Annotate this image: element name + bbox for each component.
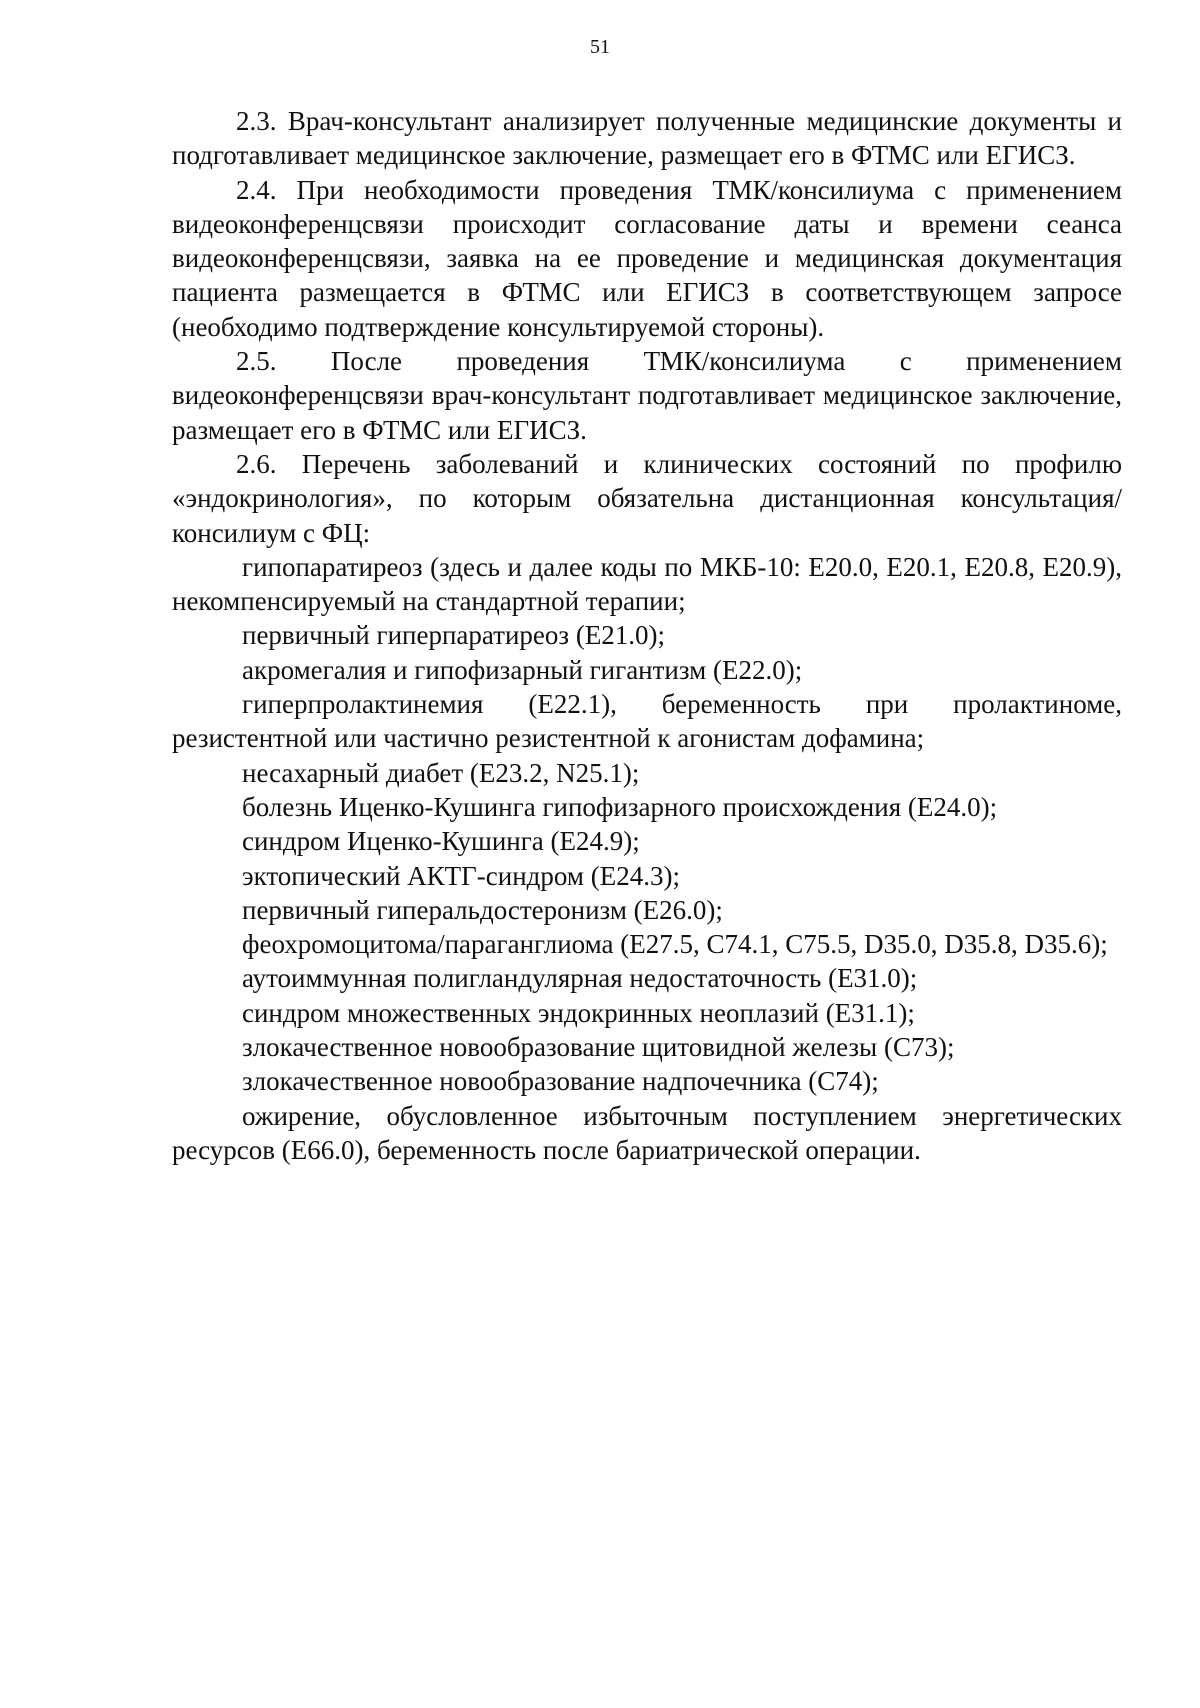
list-item: эктопический АКТГ-синдром (Е24.3); xyxy=(242,860,680,891)
paragraph-2-4: 2.4. При необходимости проведения ТМК/консилиума с применением видеоконференцсвязи происходит согласование даты и времени сеанса видеоконференцсвязи, заявка на ее проведение и медицинская документация пациента размещается в ФТМС или ЕГИСЗ в соответствующем запросе (необходимо подтверждение консультируемой стороны). xyxy=(172,174,1122,342)
list-item: гипопаратиреоз (здесь и далее коды по МКБ-10: Е20.0, Е20.1, Е20.8, Е20.9), некомпенсируемый на стандартной терапии; xyxy=(172,551,1122,617)
document-body xyxy=(172,104,1122,1167)
list-item: злокачественное новообразование надпочечника (С74); xyxy=(242,1066,879,1097)
paragraph-2-3: 2.3. Врач-консультант анализирует полученные медицинские документы и подготавливает медицинское заключение, размещает его в ФТМС или ЕГИСЗ. xyxy=(172,106,1122,171)
list-item: синдром Иценко-Кушинга (Е24.9); xyxy=(242,826,640,857)
list-item: злокачественное новообразование щитовидной железы (С73); xyxy=(242,1032,955,1063)
disease-list xyxy=(172,550,1122,1167)
page-number: 51 xyxy=(590,36,610,58)
list-item: гиперпролактинемия (Е22.1), беременность при пролактиноме, резистентной или частично резистентной к агонистам дофамина; xyxy=(172,689,1122,754)
list-item: ожирение, обусловленное избыточным поступлением энергетических ресурсов (Е66.0), беременность после бариатрической операции. xyxy=(172,1100,1122,1165)
list-item: болезнь Иценко-Кушинга гипофизарного происхождения (Е24.0); xyxy=(242,791,998,822)
list-item: феохромоцитома/параганглиома (Е27.5, С74.1, С75.5, D35.0, D35.8, D35.6); xyxy=(242,929,1108,960)
list-item: синдром множественных эндокринных неоплазий (Е31.1); xyxy=(242,997,915,1028)
paragraph-2-5: 2.5. После проведения ТМК/консилиума с применением видеоконференцсвязи врач-консультант подготавливает медицинское заключение, размещает его в ФТМС или ЕГИСЗ. xyxy=(172,346,1122,445)
list-item: первичный гиперальдостеронизм (Е26.0); xyxy=(242,894,723,925)
list-item: первичный гиперпаратиреоз (Е21.0); xyxy=(242,620,666,651)
list-item: акромегалия и гипофизарный гигантизм (Е22.0); xyxy=(242,654,803,685)
list-item: несахарный диабет (Е23.2, N25.1); xyxy=(242,757,640,788)
list-item: аутоиммунная полигландулярная недостаточность (Е31.0); xyxy=(242,963,918,994)
paragraph-2-6: 2.6. Перечень заболеваний и клинических состояний по профилю «эндокринология», по которым обязательна дистанционная консультация/консилиум с ФЦ: xyxy=(172,448,1122,548)
